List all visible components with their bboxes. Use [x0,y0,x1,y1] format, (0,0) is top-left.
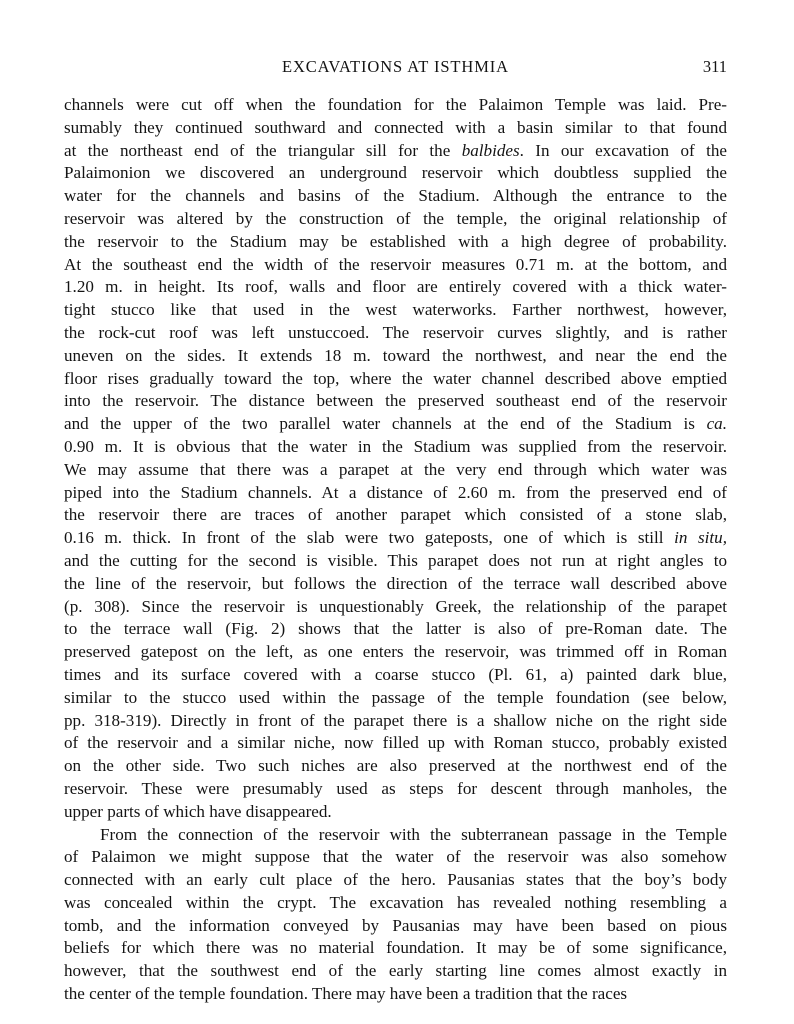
text-segment: was concealed within the crypt. The excavation has revealed nothing resembling a [64,892,727,912]
text-line [64,937,727,960]
text-line [64,390,727,413]
text-line [64,687,727,710]
text-segment: the reservoir to the Stadium may be established with a high degree of probability. [64,231,727,251]
text-line [64,892,727,915]
text-line [64,231,727,254]
text-line [64,732,727,755]
text-line [64,801,727,824]
text-segment: floor rises gradually toward the top, where the water channel described above emptied [64,368,727,388]
text-line [64,596,727,619]
text-line [64,550,727,573]
text-segment: pp. 318-319). Directly in front of the parapet there is a shallow niche on the right side [64,710,727,730]
text-segment: of Palaimon we might suppose that the water of the reservoir was also somehow [64,847,727,867]
text-line [64,915,727,938]
text-line [64,641,727,664]
text-line [64,185,727,208]
body-text [64,94,727,1006]
text-line [64,345,727,368]
text-line [64,482,727,505]
running-head: EXCAVATIONS AT ISTHMIA [281,57,509,76]
text-segment: of the reservoir and a similar niche, now filled up with Roman stucco, probably existed [64,733,727,753]
text-line [64,573,727,596]
text-segment: upper parts of which have disappeared. [64,801,332,821]
italic-text: in situ, [674,528,727,548]
text-segment: similar to the stucco used within the passage of the temple foundation (see below, [64,687,727,707]
text-segment: the reservoir there are traces of another parapet which consisted of a stone slab, [64,505,727,525]
text-line [64,276,727,299]
text-segment: connected with an early cult place of the hero. Pausanias states that the boy’s body [64,870,727,890]
text-line [64,459,727,482]
text-line [64,710,727,733]
text-segment: tomb, and the information conveyed by Pausanias may have been based on pious [64,915,727,935]
text-segment: times and its surface covered with a coarse stucco (Pl. 61, a) painted dark blue, [64,664,727,684]
page-header [64,57,727,81]
text-segment: 1.20 m. in height. Its roof, walls and floor are entirely covered with a thick water- [64,277,727,297]
text-line [64,755,727,778]
paragraph-1 [64,94,727,824]
page-number: 311 [702,57,727,76]
text-segment: to the terrace wall (Fig. 2) shows that the latter is also of pre-Roman date. The [64,619,727,639]
text-segment: into the reservoir. The distance between the preserved southeast end of the reservoir [64,391,727,411]
text-line [64,254,727,277]
text-line [64,778,727,801]
text-segment: uneven on the sides. It extends 18 m. toward the northwest, and near the end the [64,345,727,365]
text-segment: the line of the reservoir, but follows the direction of the terrace wall described above [64,573,727,593]
text-line [64,413,727,436]
text-line [64,368,727,391]
text-segment: beliefs for which there was no material foundation. It may be of some significance, [64,938,727,958]
text-line [64,322,727,345]
text-segment: reservoir was altered by the construction of the temple, the original relationship of [64,208,727,228]
italic-text: balbides [461,140,520,160]
text-segment: piped into the Stadium channels. At a distance of 2.60 m. from the preserved end of [64,482,727,502]
text-segment: sumably they continued southward and connected with a basin similar to that found [64,117,727,137]
text-segment: on the other side. Two such niches are also preserved at the northwest end of the [64,756,727,776]
text-segment: At the southeast end the width of the reservoir measures 0.71 m. at the bottom, and [64,254,727,274]
text-line [64,846,727,869]
italic-text: ca. [706,414,727,434]
text-line [64,94,727,117]
text-line [64,527,727,550]
text-line [64,117,727,140]
paragraph-2 [64,824,727,1006]
text-line [64,664,727,687]
text-line [64,618,727,641]
text-segment: water for the channels and basins of the Stadium. Although the entrance to the [64,186,727,206]
text-segment: the rock-cut roof was left unstuccoed. The reservoir curves slightly, and is rather [64,322,727,342]
text-segment: . In our excavation of the [519,140,727,160]
text-segment: however, that the southwest end of the early starting line comes almost exactly in [64,961,727,981]
text-segment: 0.90 m. It is obvious that the water in the Stadium was supplied from the reservoir. [64,436,727,456]
text-segment: preserved gatepost on the left, as one enters the reservoir, was trimmed off in Roman [64,642,727,662]
text-segment: channels were cut off when the foundation for the Palaimon Temple was laid. Pre- [64,95,727,114]
text-line [64,983,727,1006]
text-segment: tight stucco like that used in the west waterworks. Farther northwest, however, [64,300,727,320]
text-segment: From the connection of the reservoir with the subterranean passage in the Temple [100,824,727,844]
text-segment: 0.16 m. thick. In front of the slab were two gateposts, one of which is still [64,528,675,548]
text-segment: and the upper of the two parallel water channels at the end of the Stadium is [64,414,707,434]
text-segment: the center of the temple foundation. There may have been a tradition that the races [64,984,628,1004]
text-segment: reservoir. These were presumably used as steps for descent through manholes, the [64,778,727,798]
text-line [64,824,727,847]
text-line [64,299,727,322]
text-line [64,208,727,231]
text-segment: (p. 308). Since the reservoir is unquestionably Greek, the relationship of the parapet [64,596,727,616]
text-line [64,960,727,983]
text-line [64,869,727,892]
text-line [64,436,727,459]
text-segment: at the northeast end of the triangular sill for the [64,140,462,160]
text-line [64,140,727,163]
text-segment: Palaimonion we discovered an underground reservoir which doubtless supplied the [64,163,727,183]
text-line [64,504,727,527]
text-segment: and the cutting for the second is visible. This parapet does not run at right angles to [64,550,727,570]
text-line [64,162,727,185]
text-segment: We may assume that there was a parapet at the very end through which water was [64,459,727,479]
